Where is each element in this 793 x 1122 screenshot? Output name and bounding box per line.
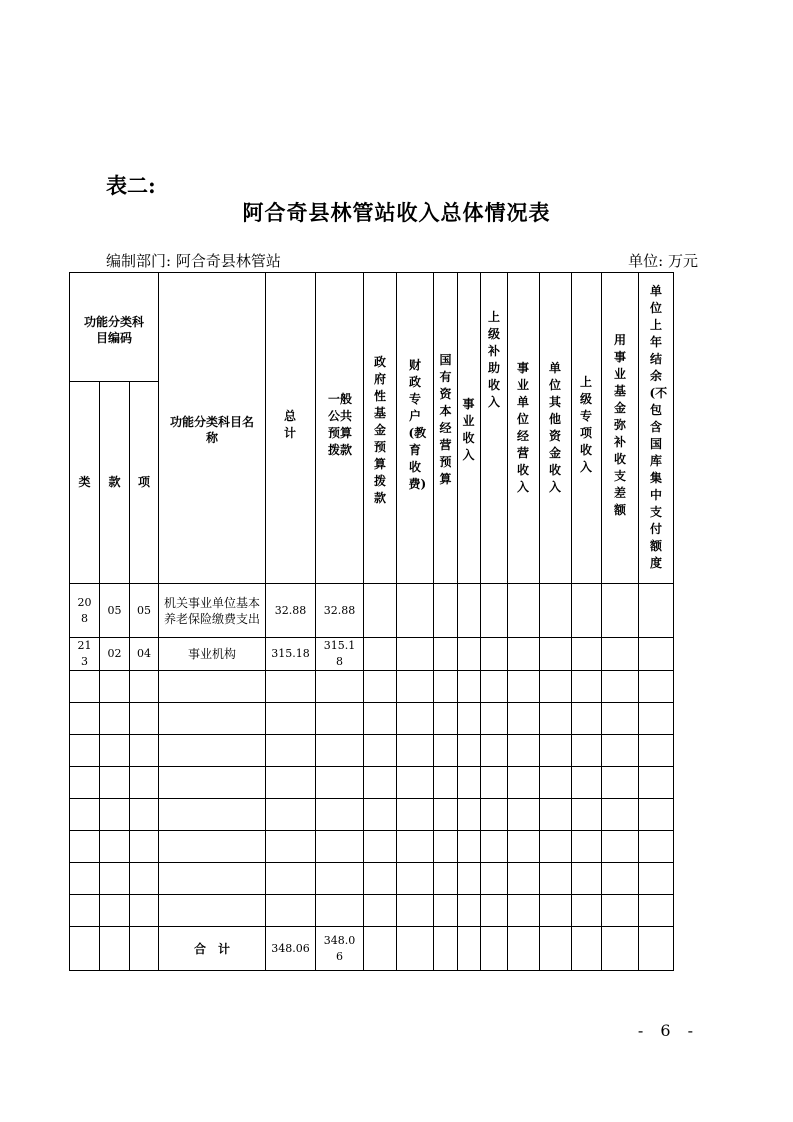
header-kuan: 款 xyxy=(108,475,121,489)
row2-name: 事业机构 xyxy=(187,647,236,661)
page-title: 阿合奇县林管站收入总体情况表 xyxy=(242,200,551,225)
header-business: 事业收入 xyxy=(462,397,475,462)
header-lei: 类 xyxy=(78,475,91,489)
table-number-label: 表二: xyxy=(106,173,156,198)
header-superior-subsidy: 上级补助收入 xyxy=(487,310,500,409)
header-general: 一般公共预算拨款 xyxy=(327,392,352,457)
row1-total: 32.88 xyxy=(274,603,307,617)
header-carryover: 单位上年结余(不包含国库集中支付额度 xyxy=(649,284,668,570)
header-name: 功能分类科目名称 xyxy=(169,415,254,445)
header-fund: 政府性基金预算拨款 xyxy=(373,354,386,505)
header-state: 国有资本经营预算 xyxy=(439,353,452,486)
header-special: 财政专户(教育收费) xyxy=(408,358,427,491)
row2-xiang: 04 xyxy=(137,647,151,660)
header-unit-other: 单位其他资金收入 xyxy=(548,360,561,494)
row2-kuan: 02 xyxy=(107,647,122,660)
header-total: 总计 xyxy=(283,409,296,440)
row1-lei: 208 xyxy=(77,595,92,625)
total-row-total: 348.06 xyxy=(271,941,310,955)
row2-lei: 213 xyxy=(77,639,92,668)
header-superior-special: 上级专项收入 xyxy=(579,375,592,474)
header-code-group: 功能分类科目编码 xyxy=(83,315,144,345)
row1-general: 32.88 xyxy=(323,603,356,617)
row1-kuan: 05 xyxy=(107,603,122,617)
row1-name: 机关事业单位基本养老保险缴费支出 xyxy=(163,595,260,626)
total-row-label: 合 计 xyxy=(193,941,230,956)
row2-general: 315.18 xyxy=(323,639,356,668)
header-fund-use: 用事业基金弥补收支差额 xyxy=(613,332,626,517)
row1-xiang: 05 xyxy=(137,603,151,617)
header-xiang: 项 xyxy=(137,475,150,489)
department-label: 编制部门: 阿合奇县林管站 xyxy=(106,252,281,270)
page-number: - 6 - xyxy=(637,1021,699,1040)
header-unit-operation: 事业单位经营收入 xyxy=(516,360,529,494)
total-row-general: 348.06 xyxy=(323,933,356,963)
unit-label: 单位: 万元 xyxy=(628,252,698,270)
row2-total: 315.18 xyxy=(271,647,310,660)
